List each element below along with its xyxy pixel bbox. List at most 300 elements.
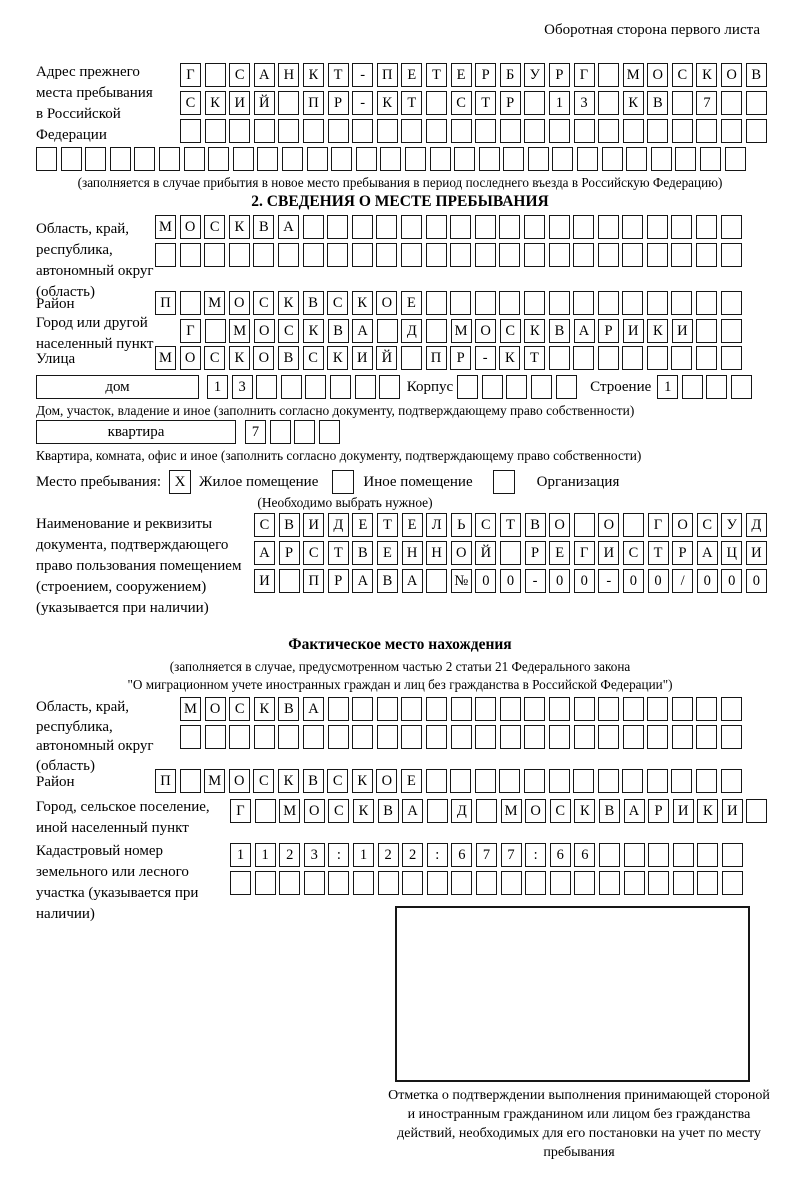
house-type-box: дом: [36, 375, 199, 399]
char-box: [380, 147, 401, 171]
char-box: [254, 725, 275, 749]
char-box: Г: [574, 541, 595, 565]
page-side-note: Оборотная сторона первого листа: [544, 22, 760, 38]
char-box: [524, 119, 545, 143]
char-box: [721, 243, 742, 267]
char-box: [427, 871, 448, 895]
char-box: С: [500, 319, 521, 343]
char-box: [503, 147, 524, 171]
char-box: [549, 215, 570, 239]
char-box: О: [549, 513, 570, 537]
char-box: К: [352, 291, 373, 315]
char-box: А: [254, 541, 275, 565]
char-box: [700, 147, 721, 171]
apartment-cells: [245, 420, 343, 444]
char-box: В: [303, 769, 324, 793]
char-box: Ь: [451, 513, 472, 537]
char-box: И: [229, 91, 250, 115]
char-box: П: [377, 63, 398, 87]
char-box: [233, 147, 254, 171]
char-box: П: [426, 346, 447, 370]
char-box: [451, 697, 472, 721]
korpus-cells: [457, 375, 580, 399]
char-box: [647, 769, 668, 793]
char-box: В: [746, 63, 767, 87]
char-box: С: [253, 291, 274, 315]
actual-city-label: Город, сельское поселение, иной населенный пункт: [36, 799, 210, 836]
actual-location-title: Фактическое место нахождения: [288, 636, 512, 653]
char-box: М: [204, 769, 225, 793]
char-box: [426, 769, 447, 793]
char-box: 2: [402, 843, 423, 867]
char-box: С: [180, 91, 201, 115]
char-box: Р: [525, 541, 546, 565]
char-box: [328, 697, 349, 721]
stamp-box: [395, 906, 750, 1082]
cadastral-row-1: [230, 843, 746, 867]
char-box: В: [279, 513, 300, 537]
char-box: Е: [549, 541, 570, 565]
char-box: О: [647, 63, 668, 87]
char-box: [401, 119, 422, 143]
char-box: Б: [500, 63, 521, 87]
char-box: [696, 769, 717, 793]
char-box: 0: [574, 569, 595, 593]
char-box: [180, 119, 201, 143]
char-box: [549, 291, 570, 315]
char-box: [574, 513, 595, 537]
char-box: К: [696, 63, 717, 87]
char-box: Р: [672, 541, 693, 565]
char-box: О: [180, 346, 201, 370]
char-box: Ц: [721, 541, 742, 565]
char-box: Е: [451, 63, 472, 87]
char-box: П: [155, 291, 176, 315]
char-box: С: [327, 769, 348, 793]
char-box: [256, 375, 277, 399]
char-box: [401, 346, 422, 370]
char-box: [454, 147, 475, 171]
char-box: [746, 119, 767, 143]
char-box: [549, 725, 570, 749]
char-box: [457, 375, 478, 399]
char-box: Е: [401, 291, 422, 315]
char-box: [622, 769, 643, 793]
char-box: [352, 119, 373, 143]
char-box: С: [253, 769, 274, 793]
char-box: [598, 769, 619, 793]
char-box: [475, 215, 496, 239]
char-box: [305, 375, 326, 399]
actual-location-note-1: (заполняется в случае, предусмотренном частью 2 статьи 21 Федерального закона: [169, 659, 631, 674]
char-box: [500, 697, 521, 721]
char-box: [278, 91, 299, 115]
char-box: Й: [254, 91, 275, 115]
char-box: Е: [352, 513, 373, 537]
char-box: С: [303, 541, 324, 565]
char-box: И: [746, 541, 767, 565]
stay-option-organizatsiya-label: Организация: [536, 473, 620, 490]
char-box: [697, 871, 718, 895]
char-box: Н: [426, 541, 447, 565]
char-box: [746, 799, 767, 823]
region-row-1: [155, 215, 745, 239]
char-box: [426, 291, 447, 315]
char-box: [352, 243, 373, 267]
char-box: [721, 697, 742, 721]
char-box: О: [525, 799, 546, 823]
char-box: [499, 243, 520, 267]
char-box: [574, 725, 595, 749]
char-box: К: [278, 769, 299, 793]
prev-address-label: Адрес прежнего места пребывания в Российской Федерации: [36, 64, 153, 143]
char-box: В: [328, 319, 349, 343]
char-box: И: [673, 799, 694, 823]
char-box: Р: [328, 569, 349, 593]
char-box: Р: [475, 63, 496, 87]
char-box: [552, 147, 573, 171]
char-box: [377, 119, 398, 143]
char-box: [573, 243, 594, 267]
char-box: [61, 147, 82, 171]
char-box: :: [525, 843, 546, 867]
char-box: В: [378, 799, 399, 823]
char-box: Р: [279, 541, 300, 565]
char-box: [721, 319, 742, 343]
char-box: [402, 871, 423, 895]
char-box: И: [722, 799, 743, 823]
char-box: [319, 420, 340, 444]
char-box: В: [647, 91, 668, 115]
char-box: [524, 291, 545, 315]
char-box: 0: [623, 569, 644, 593]
char-box: Т: [426, 63, 447, 87]
char-box: С: [697, 513, 718, 537]
char-box: [426, 119, 447, 143]
char-box: [622, 291, 643, 315]
char-box: [648, 871, 669, 895]
char-box: [573, 291, 594, 315]
char-box: [180, 769, 201, 793]
char-box: [379, 375, 400, 399]
char-box: Л: [426, 513, 447, 537]
char-box: Д: [328, 513, 349, 537]
char-box: Д: [401, 319, 422, 343]
char-box: [303, 243, 324, 267]
char-box: [378, 871, 399, 895]
document-row-3: [254, 569, 770, 593]
char-box: М: [204, 291, 225, 315]
stamp-caption: Отметка о подтверждении выполнения принимающей стороной и иностранным гражданином или лицом без гражданства действий, необходимых для его постановки на учет по месту пребывания: [388, 1088, 770, 1160]
document-row-2: [254, 541, 770, 565]
char-box: Д: [746, 513, 767, 537]
char-box: О: [180, 215, 201, 239]
char-box: К: [499, 346, 520, 370]
char-box: К: [278, 291, 299, 315]
char-box: [671, 215, 692, 239]
char-box: 7: [476, 843, 497, 867]
char-box: [524, 697, 545, 721]
char-box: Т: [328, 63, 349, 87]
char-box: [696, 697, 717, 721]
char-box: Р: [450, 346, 471, 370]
char-box: Е: [377, 541, 398, 565]
char-box: 0: [721, 569, 742, 593]
char-box: [672, 697, 693, 721]
char-box: [598, 63, 619, 87]
char-box: С: [254, 513, 275, 537]
char-box: [525, 871, 546, 895]
char-box: 7: [245, 420, 266, 444]
actual-district-label: Район: [36, 774, 75, 790]
char-box: О: [376, 291, 397, 315]
stay-type-row: [36, 470, 619, 494]
char-box: [647, 119, 668, 143]
char-box: А: [697, 541, 718, 565]
char-box: 1: [230, 843, 251, 867]
house-row: [36, 375, 756, 399]
char-box: [255, 799, 276, 823]
char-box: [697, 843, 718, 867]
char-box: Н: [402, 541, 423, 565]
stroenie-cells: [657, 375, 755, 399]
char-box: [427, 799, 448, 823]
char-box: Й: [376, 346, 397, 370]
actual-district-row: [155, 769, 745, 793]
char-box: 2: [378, 843, 399, 867]
char-box: Р: [598, 319, 619, 343]
char-box: [574, 871, 595, 895]
char-box: [180, 725, 201, 749]
char-box: К: [574, 799, 595, 823]
char-box: [721, 91, 742, 115]
actual-region-label: Область, край, республика, автономный округ (область): [36, 699, 154, 774]
char-box: [450, 291, 471, 315]
char-box: У: [524, 63, 545, 87]
char-box: [500, 119, 521, 143]
char-box: [573, 346, 594, 370]
char-box: [501, 871, 522, 895]
char-box: Т: [475, 91, 496, 115]
char-box: [450, 769, 471, 793]
char-box: [599, 843, 620, 867]
char-box: [451, 871, 472, 895]
char-box: [549, 769, 570, 793]
char-box: Г: [180, 319, 201, 343]
char-box: [622, 215, 643, 239]
prev-address-note: (заполняется в случае прибытия в новое место пребывания в период последнего въезда в Российскую Федерацию): [77, 175, 723, 190]
char-box: [230, 871, 251, 895]
char-box: М: [623, 63, 644, 87]
char-box: С: [623, 541, 644, 565]
char-box: С: [204, 346, 225, 370]
char-box: 1: [255, 843, 276, 867]
char-box: [401, 215, 422, 239]
char-box: [376, 215, 397, 239]
char-box: Т: [500, 513, 521, 537]
char-box: [746, 91, 767, 115]
char-box: [159, 147, 180, 171]
char-box: [450, 215, 471, 239]
document-row-1: [254, 513, 770, 537]
char-box: -: [598, 569, 619, 593]
char-box: [682, 375, 703, 399]
char-box: [352, 725, 373, 749]
char-box: [524, 215, 545, 239]
char-box: А: [352, 569, 373, 593]
char-box: Т: [377, 513, 398, 537]
char-box: В: [278, 697, 299, 721]
actual-city-row: [230, 799, 771, 823]
char-box: А: [624, 799, 645, 823]
char-box: [524, 91, 545, 115]
char-box: П: [303, 569, 324, 593]
char-box: [499, 215, 520, 239]
char-box: [303, 215, 324, 239]
char-box: [721, 215, 742, 239]
char-box: [647, 346, 668, 370]
char-box: [476, 871, 497, 895]
char-box: [499, 769, 520, 793]
char-box: О: [205, 697, 226, 721]
char-box: С: [229, 697, 250, 721]
char-box: [549, 697, 570, 721]
char-box: Р: [328, 91, 349, 115]
char-box: В: [599, 799, 620, 823]
char-box: [549, 243, 570, 267]
char-box: [549, 119, 570, 143]
char-box: Р: [648, 799, 669, 823]
city-label: Город или другой населенный пункт: [36, 315, 154, 352]
char-box: [598, 91, 619, 115]
char-box: [651, 147, 672, 171]
district-label: Район: [36, 296, 75, 312]
char-box: [623, 119, 644, 143]
char-box: [204, 243, 225, 267]
char-box: Т: [648, 541, 669, 565]
char-box: [401, 697, 422, 721]
char-box: М: [451, 319, 472, 343]
char-box: №: [451, 569, 472, 593]
char-box: [328, 725, 349, 749]
char-box: [327, 215, 348, 239]
char-box: [430, 147, 451, 171]
char-box: [598, 346, 619, 370]
char-box: [672, 91, 693, 115]
char-box: И: [352, 346, 373, 370]
char-box: [205, 63, 226, 87]
char-box: С: [475, 513, 496, 537]
char-box: 0: [746, 569, 767, 593]
char-box: [328, 119, 349, 143]
char-box: М: [279, 799, 300, 823]
prev-address-row-2: [180, 91, 770, 115]
char-box: [573, 215, 594, 239]
char-box: [524, 769, 545, 793]
char-box: О: [451, 541, 472, 565]
char-box: -: [352, 63, 373, 87]
char-box: [696, 119, 717, 143]
char-box: [648, 843, 669, 867]
char-box: Г: [648, 513, 669, 537]
char-box: [451, 725, 472, 749]
char-box: [722, 871, 743, 895]
char-box: [598, 291, 619, 315]
char-box: 0: [697, 569, 718, 593]
char-box: [647, 243, 668, 267]
char-box: [426, 697, 447, 721]
char-box: 6: [574, 843, 595, 867]
char-box: [556, 375, 577, 399]
char-box: [475, 243, 496, 267]
char-box: [696, 215, 717, 239]
char-box: [377, 319, 398, 343]
char-box: С: [672, 63, 693, 87]
char-box: [426, 91, 447, 115]
char-box: Д: [451, 799, 472, 823]
char-box: [110, 147, 131, 171]
char-box: [721, 346, 742, 370]
char-box: Г: [230, 799, 251, 823]
char-box: [205, 725, 226, 749]
char-box: [304, 871, 325, 895]
char-box: Т: [401, 91, 422, 115]
stay-option-inoe-label: Иное помещение: [363, 473, 473, 490]
char-box: В: [352, 541, 373, 565]
char-box: [270, 420, 291, 444]
apartment-caption: Квартира, комната, офис и иное (заполнить согласно документу, подтверждающему право собственности): [36, 448, 642, 463]
char-box: [155, 243, 176, 267]
char-box: [331, 147, 352, 171]
char-box: [426, 215, 447, 239]
apartment-type-box: квартира: [36, 420, 236, 444]
char-box: Е: [402, 513, 423, 537]
char-box: К: [353, 799, 374, 823]
char-box: [696, 291, 717, 315]
char-box: [355, 375, 376, 399]
char-box: [675, 147, 696, 171]
cadastral-row-2: [230, 871, 746, 895]
char-box: К: [647, 319, 668, 343]
char-box: [574, 119, 595, 143]
char-box: [725, 147, 746, 171]
char-box: [573, 769, 594, 793]
char-box: [278, 119, 299, 143]
checkbox-organizatsiya: [493, 470, 515, 494]
char-box: [731, 375, 752, 399]
char-box: 3: [232, 375, 253, 399]
char-box: [476, 799, 497, 823]
city-row: [180, 319, 746, 343]
char-box: [550, 871, 571, 895]
char-box: В: [278, 346, 299, 370]
char-box: [377, 697, 398, 721]
prev-address-row-1: [180, 63, 770, 87]
char-box: [647, 697, 668, 721]
char-box: К: [205, 91, 226, 115]
char-box: 1: [207, 375, 228, 399]
char-box: [85, 147, 106, 171]
char-box: Г: [180, 63, 201, 87]
char-box: О: [229, 769, 250, 793]
char-box: [482, 375, 503, 399]
char-box: [500, 725, 521, 749]
char-box: 1: [549, 91, 570, 115]
region-label: Область, край, республика, автономный округ (область): [36, 221, 154, 300]
char-box: [524, 725, 545, 749]
char-box: /: [672, 569, 693, 593]
char-box: [279, 871, 300, 895]
